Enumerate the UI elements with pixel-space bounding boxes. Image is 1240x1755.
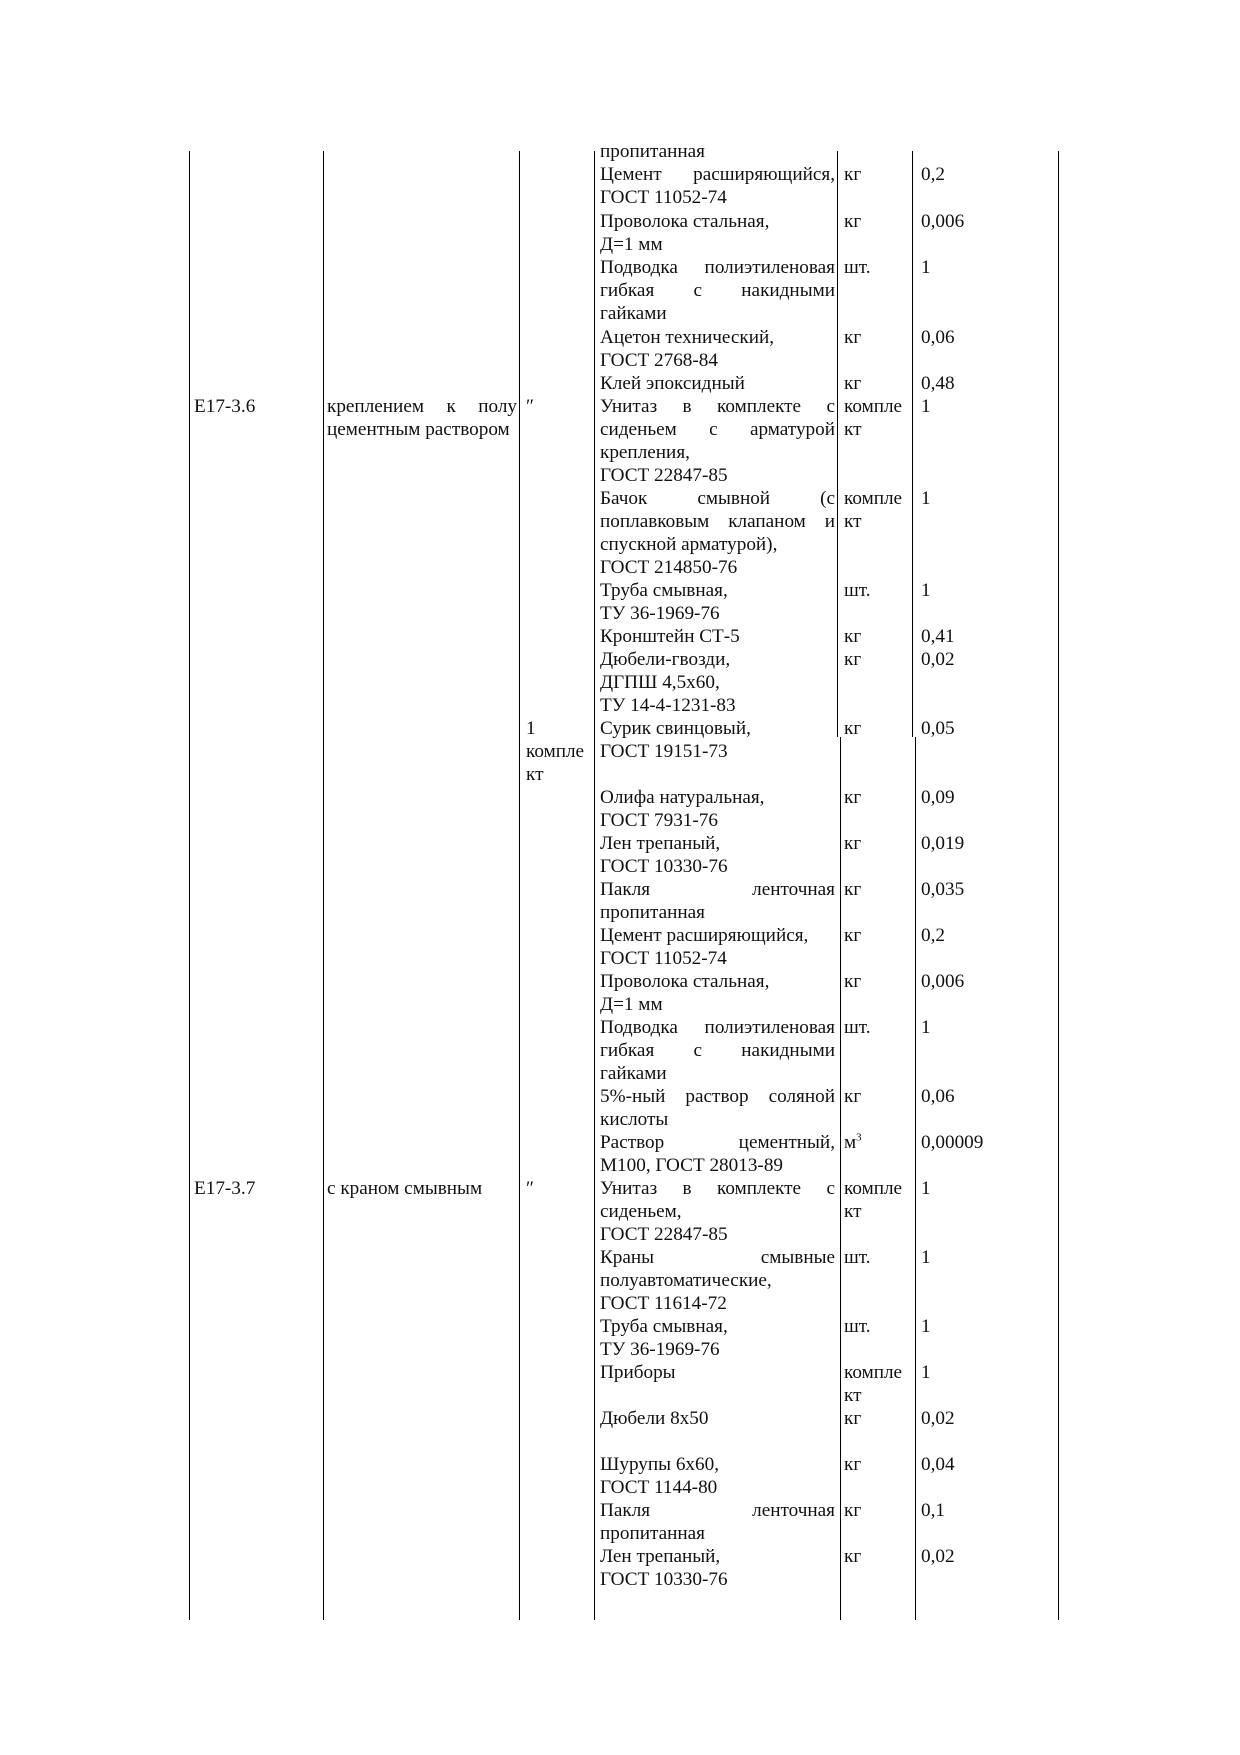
column-divider-5b <box>915 737 916 1620</box>
quantity: 0,02 <box>921 1546 955 1567</box>
unit-of-measure: шт. <box>844 1017 871 1038</box>
quantity: 0,04 <box>921 1454 955 1475</box>
table-border-right <box>1058 151 1059 1620</box>
unit-of-measure: кг <box>844 879 862 900</box>
quantity: 0,006 <box>921 971 965 992</box>
unit-of-measure: кг <box>844 833 862 854</box>
row-measure-mark: ″ <box>526 396 534 417</box>
quantity: 1 <box>921 257 931 278</box>
quantity: 0,006 <box>921 211 965 232</box>
unit-of-measure: компле кт <box>844 488 903 532</box>
unit-of-measure: кг <box>844 1454 862 1475</box>
quantity: 1 <box>921 580 931 601</box>
material-name: Пакля ленточная пропитанная <box>600 879 835 923</box>
unit-of-measure: компле кт <box>844 1362 903 1406</box>
unit-of-measure: компле кт <box>844 396 903 440</box>
table-border-left <box>189 151 190 1620</box>
unit-of-measure: кг <box>844 925 862 946</box>
material-name: Ацетон технический, ГОСТ 2768-84 <box>600 327 775 371</box>
unit-of-measure: кг <box>844 649 862 670</box>
quantity: 0,02 <box>921 1408 955 1429</box>
material-name: Краны смывные полуавтоматические, ГОСТ 11614-72 <box>600 1247 835 1314</box>
material-name: Бачок смывной (с поплавковым клапаном и спускной арматурой), ГОСТ 214850-76 <box>600 488 835 578</box>
material-name: Шурупы 6х60, ГОСТ 1144-80 <box>600 1454 720 1498</box>
unit-of-measure: кг <box>844 1500 862 1521</box>
material-name: Дюбели-гвозди, ДГПШ 4,5х60, ТУ 14-4-1231-83 <box>600 649 736 716</box>
material-name: Труба смывная, ТУ 36-1969-76 <box>600 1316 728 1360</box>
quantity: 1 <box>921 1362 931 1383</box>
unit-of-measure: кг <box>844 1546 862 1567</box>
material-name: пропитанная <box>600 141 706 162</box>
unit-of-measure: шт. <box>844 1316 871 1337</box>
quantity: 1 <box>921 1178 931 1199</box>
material-name: Клей эпоксидный <box>600 373 745 394</box>
quantity: 0,2 <box>921 925 945 946</box>
column-divider-4b <box>840 737 841 1620</box>
material-name: Проволока стальная, Д=1 мм <box>600 211 770 255</box>
unit-of-measure: кг <box>844 327 862 348</box>
unit-of-measure: компле кт <box>844 1178 903 1222</box>
material-name: Олифа натуральная, ГОСТ 7931-76 <box>600 787 765 831</box>
column-divider-2 <box>519 151 520 1620</box>
unit-of-measure: кг <box>844 626 862 647</box>
material-name: Подводка полиэтиленовая гибкая с накидными гайками <box>600 1017 835 1084</box>
row-measure-mark: 1 компле кт <box>526 718 585 785</box>
unit-of-measure: шт. <box>844 1247 871 1268</box>
material-name: Лен трепаный, ГОСТ 10330-76 <box>600 833 728 877</box>
unit-of-measure: кг <box>844 373 862 394</box>
column-divider-1 <box>323 151 324 1620</box>
quantity: 0,41 <box>921 626 955 647</box>
quantity: 0,035 <box>921 879 965 900</box>
quantity: 1 <box>921 1316 931 1337</box>
row-description: с краном смывным <box>327 1178 483 1199</box>
quantity: 0,00009 <box>921 1132 984 1153</box>
material-name: Проволока стальная, Д=1 мм <box>600 971 770 1015</box>
quantity: 0,02 <box>921 649 955 670</box>
quantity: 0,06 <box>921 1086 955 1107</box>
quantity: 0,09 <box>921 787 955 808</box>
column-divider-3 <box>594 151 595 1620</box>
material-name: Лен трепаный, ГОСТ 10330-76 <box>600 1546 728 1590</box>
column-divider-4a <box>837 151 838 737</box>
quantity: 0,06 <box>921 327 955 348</box>
quantity: 0,48 <box>921 373 955 394</box>
material-name: Цемент расширяющийся, ГОСТ 11052-74 <box>600 925 809 969</box>
unit-of-measure: кг <box>844 164 862 185</box>
material-name: Сурик свинцовый, ГОСТ 19151-73 <box>600 718 751 762</box>
quantity: 0,1 <box>921 1500 945 1521</box>
material-name: Труба смывная, ТУ 36-1969-76 <box>600 580 728 624</box>
material-name: 5%-ный раствор соляной кислоты <box>600 1086 835 1130</box>
unit-of-measure: шт. <box>844 257 871 278</box>
unit-of-measure: кг <box>844 211 862 232</box>
quantity: 1 <box>921 1247 931 1268</box>
unit-of-measure: шт. <box>844 580 871 601</box>
quantity: 0,019 <box>921 833 965 854</box>
row-code: E17-3.7 <box>194 1178 256 1199</box>
unit-of-measure: кг <box>844 718 862 739</box>
material-name: Дюбели 8х50 <box>600 1408 709 1429</box>
unit-of-measure: кг <box>844 1408 862 1429</box>
quantity: 1 <box>921 488 931 509</box>
row-description: креплением к полу цементным раствором <box>327 396 517 440</box>
material-name: Кронштейн СТ-5 <box>600 626 740 647</box>
row-measure-mark: ″ <box>526 1178 534 1199</box>
unit-of-measure: кг <box>844 787 862 808</box>
material-name: Унитаз в комплекте с сиденьем, ГОСТ 22847-85 <box>600 1178 835 1245</box>
material-name: Цемент расширяющийся, ГОСТ 11052-74 <box>600 164 835 208</box>
quantity: 1 <box>921 396 931 417</box>
quantity: 0,05 <box>921 718 955 739</box>
unit-of-measure: кг <box>844 971 862 992</box>
material-name: Унитаз в комплекте с сиденьем с арматурой крепления, ГОСТ 22847-85 <box>600 396 835 486</box>
unit-of-measure: кг <box>844 1086 862 1107</box>
material-name: Приборы <box>600 1362 676 1383</box>
row-code: E17-3.6 <box>194 396 256 417</box>
unit-of-measure: $м^3$ <box>844 1131 862 1153</box>
material-name: Раствор цементный, М100, ГОСТ 28013-89 <box>600 1132 835 1176</box>
material-name: Подводка полиэтиленовая гибкая с накидными гайками <box>600 257 835 324</box>
quantity: 1 <box>921 1017 931 1038</box>
material-name: Пакля ленточная пропитанная <box>600 1500 835 1544</box>
quantity: 0,2 <box>921 164 945 185</box>
